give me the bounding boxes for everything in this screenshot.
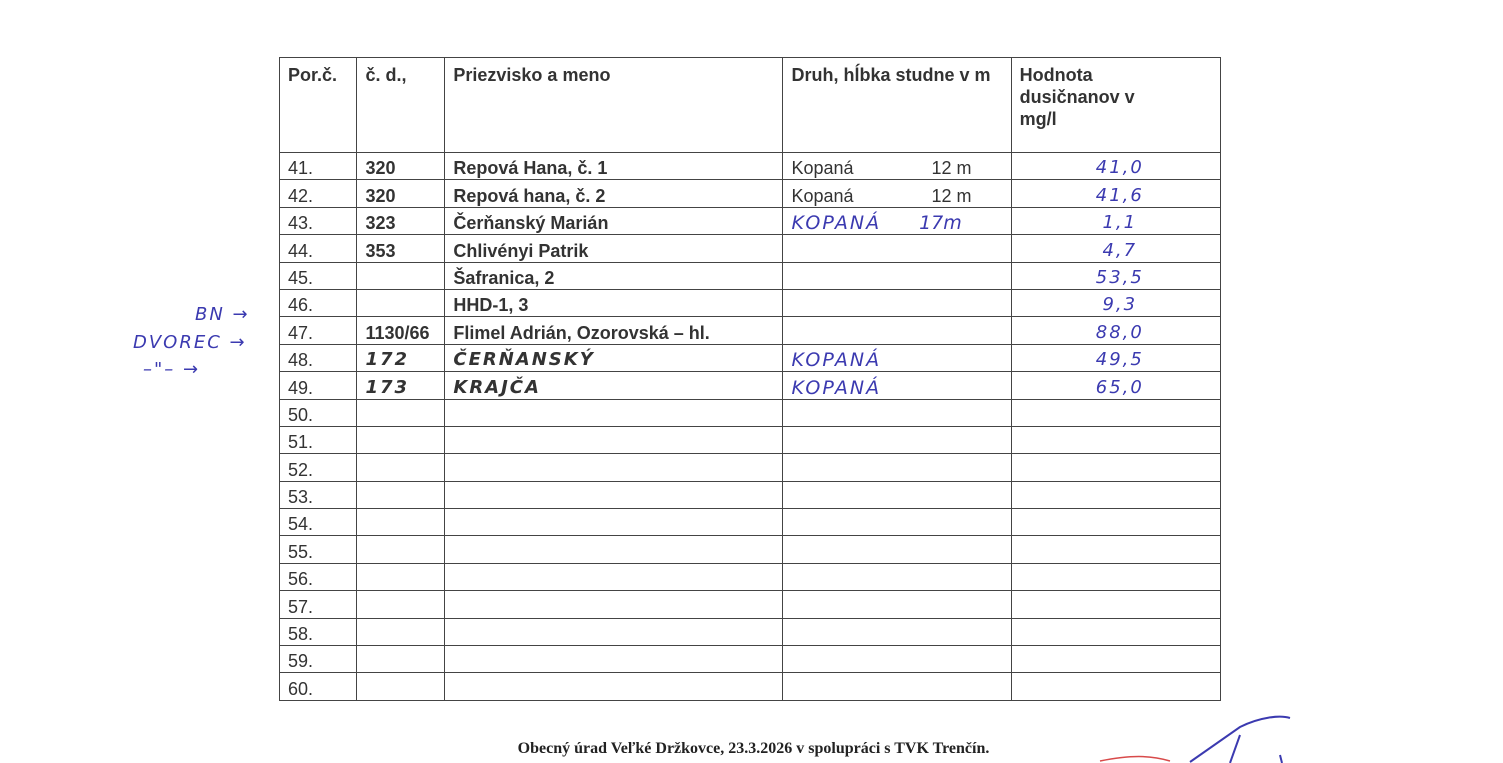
table-row <box>280 536 1221 563</box>
well-type-depth <box>783 454 1011 481</box>
well-type-depth <box>783 509 1011 536</box>
owner-name <box>445 591 783 618</box>
well-kind: Kopaná <box>791 185 854 206</box>
table-row <box>280 317 1221 344</box>
row-number: 43. <box>280 207 357 234</box>
well-type-depth <box>783 235 1011 262</box>
owner-name <box>445 454 783 481</box>
owner-name: Čerňanský Marián <box>445 207 783 234</box>
row-number: 49. <box>280 372 357 399</box>
well-type-depth <box>783 563 1011 590</box>
well-kind: KOPANÁ <box>791 212 882 235</box>
well-type-depth <box>783 481 1011 508</box>
nitrate-value <box>1011 646 1220 673</box>
house-number: 320 <box>357 153 445 180</box>
well-type-depth <box>783 262 1011 289</box>
nitrate-value: 9,3 <box>1011 289 1220 316</box>
house-number <box>357 289 445 316</box>
row-number: 45. <box>280 262 357 289</box>
nitrate-value <box>1011 618 1220 645</box>
owner-name <box>445 509 783 536</box>
house-number <box>357 509 445 536</box>
row-number: 58. <box>280 618 357 645</box>
well-type-depth <box>783 536 1011 563</box>
row-number: 48. <box>280 344 357 371</box>
house-number <box>357 536 445 563</box>
table-row <box>280 262 1221 289</box>
signature-mark <box>1090 715 1300 763</box>
owner-name: ČERŇANSKÝ <box>445 344 783 371</box>
header-value: Hodnota dusičnanov v mg/l <box>1011 58 1220 153</box>
header-por: Por.č. <box>280 58 357 153</box>
well-type-depth <box>783 591 1011 618</box>
nitrate-value: 1,1 <box>1011 207 1220 234</box>
header-cd: č. d., <box>357 58 445 153</box>
nitrate-value <box>1011 536 1220 563</box>
house-number <box>357 646 445 673</box>
house-number <box>357 262 445 289</box>
well-type-depth <box>783 372 1011 399</box>
row-number: 50. <box>280 399 357 426</box>
nitrate-value <box>1011 481 1220 508</box>
well-type-depth <box>783 180 1011 207</box>
owner-name: Chlivényi Patrik <box>445 235 783 262</box>
row-number: 47. <box>280 317 357 344</box>
owner-name: HHD-1, 3 <box>445 289 783 316</box>
table-row <box>280 372 1221 399</box>
nitrate-value <box>1011 454 1220 481</box>
house-number: 353 <box>357 235 445 262</box>
nitrate-value: 41,6 <box>1011 180 1220 207</box>
house-number <box>357 591 445 618</box>
row-number: 44. <box>280 235 357 262</box>
owner-name <box>445 673 783 700</box>
owner-name <box>445 399 783 426</box>
table-row <box>280 563 1221 590</box>
table-row <box>280 454 1221 481</box>
table-row <box>280 481 1221 508</box>
table-row <box>280 207 1221 234</box>
margin-annotation: BN → <box>195 304 250 325</box>
header-druh: Druh, hĺbka studne v m <box>783 58 1011 153</box>
footer-note: Obecný úrad Veľké Držkovce, 23.3.2026 v spolupráci s TVK Trenčín. <box>517 740 990 757</box>
well-type-depth <box>783 317 1011 344</box>
house-number: 320 <box>357 180 445 207</box>
nitrate-value: 4,7 <box>1011 235 1220 262</box>
well-depth: 12 m <box>931 158 972 179</box>
table-row <box>280 180 1221 207</box>
row-number: 53. <box>280 481 357 508</box>
table-row <box>280 673 1221 700</box>
row-number: 59. <box>280 646 357 673</box>
house-number <box>357 481 445 508</box>
well-kind: KOPANÁ <box>791 376 882 399</box>
house-number: 323 <box>357 207 445 234</box>
nitrate-value <box>1011 509 1220 536</box>
table-row <box>280 344 1221 371</box>
row-number: 60. <box>280 673 357 700</box>
well-type-depth <box>783 673 1011 700</box>
house-number: 1130/66 <box>357 317 445 344</box>
nitrate-value: 53,5 <box>1011 262 1220 289</box>
nitrate-value <box>1011 673 1220 700</box>
owner-name: Repová hana, č. 2 <box>445 180 783 207</box>
nitrate-value <box>1011 563 1220 590</box>
owner-name <box>445 481 783 508</box>
row-number: 56. <box>280 563 357 590</box>
nitrate-value: 65,0 <box>1011 372 1220 399</box>
margin-annotation: DVOREC → <box>133 331 247 353</box>
table-row <box>280 235 1221 262</box>
owner-name <box>445 536 783 563</box>
nitrate-value <box>1011 591 1220 618</box>
well-type-depth <box>783 289 1011 316</box>
table-row <box>280 509 1221 536</box>
well-kind: KOPANÁ <box>791 349 882 372</box>
house-number <box>357 673 445 700</box>
table-row <box>280 426 1221 453</box>
nitrate-value <box>1011 399 1220 426</box>
row-number: 52. <box>280 454 357 481</box>
table-row <box>280 289 1221 316</box>
nitrate-value: 41,0 <box>1011 153 1220 180</box>
table-header-row <box>280 58 1221 153</box>
owner-name: Šafranica, 2 <box>445 262 783 289</box>
row-number: 46. <box>280 289 357 316</box>
nitrate-value <box>1011 426 1220 453</box>
house-number: 172 <box>357 344 445 371</box>
house-number <box>357 399 445 426</box>
well-type-depth <box>783 426 1011 453</box>
well-type-depth <box>783 399 1011 426</box>
owner-name <box>445 618 783 645</box>
row-number: 57. <box>280 591 357 618</box>
owner-name <box>445 426 783 453</box>
well-type-depth <box>783 344 1011 371</box>
well-kind: Kopaná <box>791 158 854 179</box>
nitrate-table <box>279 57 1221 701</box>
table-row <box>280 618 1221 645</box>
house-number <box>357 454 445 481</box>
house-number <box>357 618 445 645</box>
owner-name: KRAJČA <box>445 372 783 399</box>
margin-annotation: –"– → <box>143 359 201 380</box>
row-number: 42. <box>280 180 357 207</box>
owner-name <box>445 646 783 673</box>
owner-name: Repová Hana, č. 1 <box>445 153 783 180</box>
nitrate-value: 49,5 <box>1011 344 1220 371</box>
header-name: Priezvisko a meno <box>445 58 783 153</box>
table-row <box>280 153 1221 180</box>
house-number <box>357 426 445 453</box>
nitrate-value: 88,0 <box>1011 317 1220 344</box>
owner-name: Flimel Adrián, Ozorovská – hl. <box>445 317 783 344</box>
row-number: 55. <box>280 536 357 563</box>
well-type-depth <box>783 618 1011 645</box>
well-type-depth <box>783 646 1011 673</box>
well-type-depth <box>783 153 1011 180</box>
house-number <box>357 563 445 590</box>
row-number: 54. <box>280 509 357 536</box>
table-row <box>280 646 1221 673</box>
table-body <box>280 153 1221 701</box>
row-number: 51. <box>280 426 357 453</box>
table-row <box>280 591 1221 618</box>
well-depth: 17m <box>919 212 962 235</box>
row-number: 41. <box>280 153 357 180</box>
well-type-depth <box>783 207 1011 234</box>
house-number: 173 <box>357 372 445 399</box>
well-depth: 12 m <box>931 185 972 206</box>
table-row <box>280 399 1221 426</box>
owner-name <box>445 563 783 590</box>
